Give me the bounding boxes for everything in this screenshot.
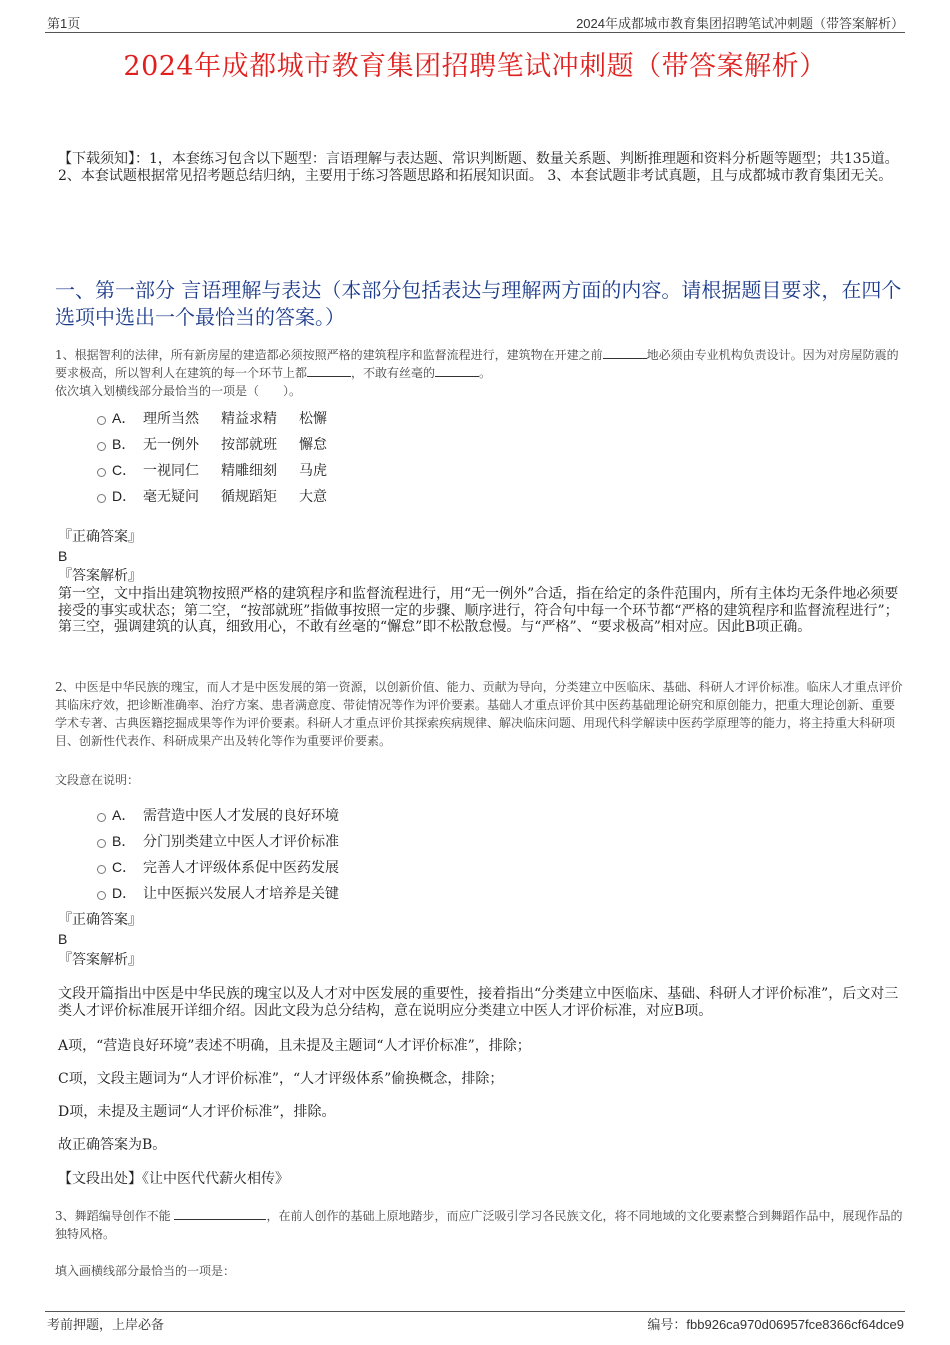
- section-heading: 一、第一部分 言语理解与表达（本部分包括表达与理解两方面的内容。请根据题目要求，在四个选项中选出一个最恰当的答案。）: [55, 278, 902, 329]
- footer-code: 编号：fbb926ca970d06957fce8366cf64dce9: [647, 1317, 904, 1332]
- radio-icon[interactable]: [97, 442, 106, 451]
- question-2-stem: 2、中医是中华民族的瑰宝，而人才是中医发展的第一资源，以创新价值、能力、贡献为导向，分类建立中医临床、基础、科研人才评价标准。临床人才重点评价其临床疗效，把诊断准确率、治疗方案、患者满意度、带徒情况等作为评价要素。基础人才重点评价其中医药基础理论研究和原创能力，把重大理论创新、重要学术专著、古典医籍挖掘成果等作为评价要素。科研人才重点评价其探索疾病规律、解决临床问题、用现代科学解读中医药学原理等的能力，将主持重大科研项目、创新性代表作、科研成果产出及转化等作为重要评价要素。: [55, 680, 903, 748]
- analysis-text: D项，未提及主题词“人才评价标准”，排除。: [58, 1104, 336, 1120]
- analysis-text: 文段开篇指出中医是中华民族的瑰宝以及人才对中医发展的重要性，接着指出“分类建立中医临床、基础、科研人才评价标准”，后文对三类人才评价标准展开详细介绍。因此文段为总分结构，意在说明应分类建立中医人才评价标准，对应B项。: [58, 986, 899, 1019]
- source-note: 【文段出处】《让中医代代薪火相传》: [58, 1171, 289, 1187]
- answer-value: B: [58, 931, 68, 947]
- footer-rule: [45, 1311, 905, 1312]
- question-3-prompt: 填入画横线部分最恰当的一项是：: [55, 1264, 236, 1278]
- radio-icon[interactable]: [97, 865, 106, 874]
- question-2-options: [97, 802, 339, 906]
- download-notice: 【下载须知】：1，本套练习包含以下题型：言语理解与表达题、常识判断题、数量关系题、判断推理题和资料分析题等题型；共135道。 2、本套试题根据常见招考题总结归纳，主要用于练习答题思路和拓展知识面。 3、本套试题非考试真题，且与成都城市教育集团无关。: [58, 151, 899, 184]
- radio-icon[interactable]: [97, 494, 106, 503]
- running-header: 2024年成都城市教育集团招聘笔试冲刺题（带答案解析）: [576, 16, 904, 31]
- fill-blank: [603, 348, 647, 359]
- question-1-stem: 1、根据智利的法律，所有新房屋的建造都必须按照严格的建筑程序和监督流程进行，建筑物在开建之前 地必须由专业机构负责设计。因为对房屋防震的要求极高，所以智利人在建筑的每一个环节上都 ，不敢有丝毫的 。 依次填入划横线部分最恰当的一项是（ ）。: [55, 348, 899, 398]
- radio-icon[interactable]: [97, 839, 106, 848]
- option-b[interactable]: B． 无一例外 按部就班 懈怠: [97, 431, 327, 457]
- analysis-label: 『答案解析』: [58, 568, 142, 584]
- header-rule: [45, 32, 905, 33]
- analysis-text: C项，文段主题词为“人才评价标准”，“人才评级体系”偷换概念，排除；: [58, 1071, 504, 1087]
- question-1-prompt: 依次填入划横线部分最恰当的一项是（ ）。: [55, 384, 302, 398]
- option-d[interactable]: D． 让中医振兴发展人才培养是关键: [97, 880, 339, 906]
- analysis-text: A项，“营造良好环境”表述不明确，且未提及主题词“人才评价标准”，排除；: [58, 1038, 531, 1054]
- analysis-text: 故正确答案为B。: [58, 1137, 167, 1153]
- analysis-label: 『答案解析』: [58, 952, 142, 968]
- fill-blank: [307, 366, 351, 377]
- option-a[interactable]: A． 理所当然 精益求精 松懈: [97, 405, 327, 431]
- option-d[interactable]: D． 毫无疑问 循规蹈矩 大意: [97, 483, 327, 509]
- fill-blank: [435, 366, 479, 377]
- page-title: 2024年成都城市教育集团招聘笔试冲刺题（带答案解析）: [123, 51, 827, 82]
- fill-blank: [174, 1209, 266, 1220]
- option-c[interactable]: C． 一视同仁 精雕细刻 马虎: [97, 457, 327, 483]
- answer-label: 『正确答案』: [58, 912, 142, 928]
- radio-icon[interactable]: [97, 891, 106, 900]
- option-b[interactable]: B． 分门别类建立中医人才评价标准: [97, 828, 339, 854]
- footer-slogan: 考前押题，上岸必备: [47, 1317, 165, 1332]
- answer-value: B: [58, 548, 68, 564]
- question-1-options: [97, 405, 327, 509]
- page-number: 第1页: [47, 16, 81, 31]
- radio-icon[interactable]: [97, 813, 106, 822]
- radio-icon[interactable]: [97, 468, 106, 477]
- question-3-stem: 3、舞蹈编导创作不能 ，在前人创作的基础上原地踏步，而应广泛吸引学习各民族文化，将不同地域的文化要素整合到舞蹈作品中，展现作品的独特风格。: [55, 1209, 903, 1241]
- answer-label: 『正确答案』: [58, 529, 142, 545]
- question-2-prompt: 文段意在说明：: [55, 773, 140, 787]
- radio-icon[interactable]: [97, 416, 106, 425]
- option-a[interactable]: A． 需营造中医人才发展的良好环境: [97, 802, 339, 828]
- analysis-text: 第一空，文中指出建筑物按照严格的建筑程序和监督流程进行，用“无一例外”合适，指在给定的条件范围内，所有主体均无条件地必须要接受的事实或状态；第二空，“按部就班”指做事按照一定的步骤、顺序进行，符合句中每一个环节都“严格的建筑程序和监督流程进行”；第三空，强调建筑的认真，细致用心，不敢有丝毫的“懈怠”即不松散怠慢。与“严格”、“要求极高”相对应。因此B项正确。: [58, 586, 899, 635]
- option-c[interactable]: C． 完善人才评级体系促中医药发展: [97, 854, 339, 880]
